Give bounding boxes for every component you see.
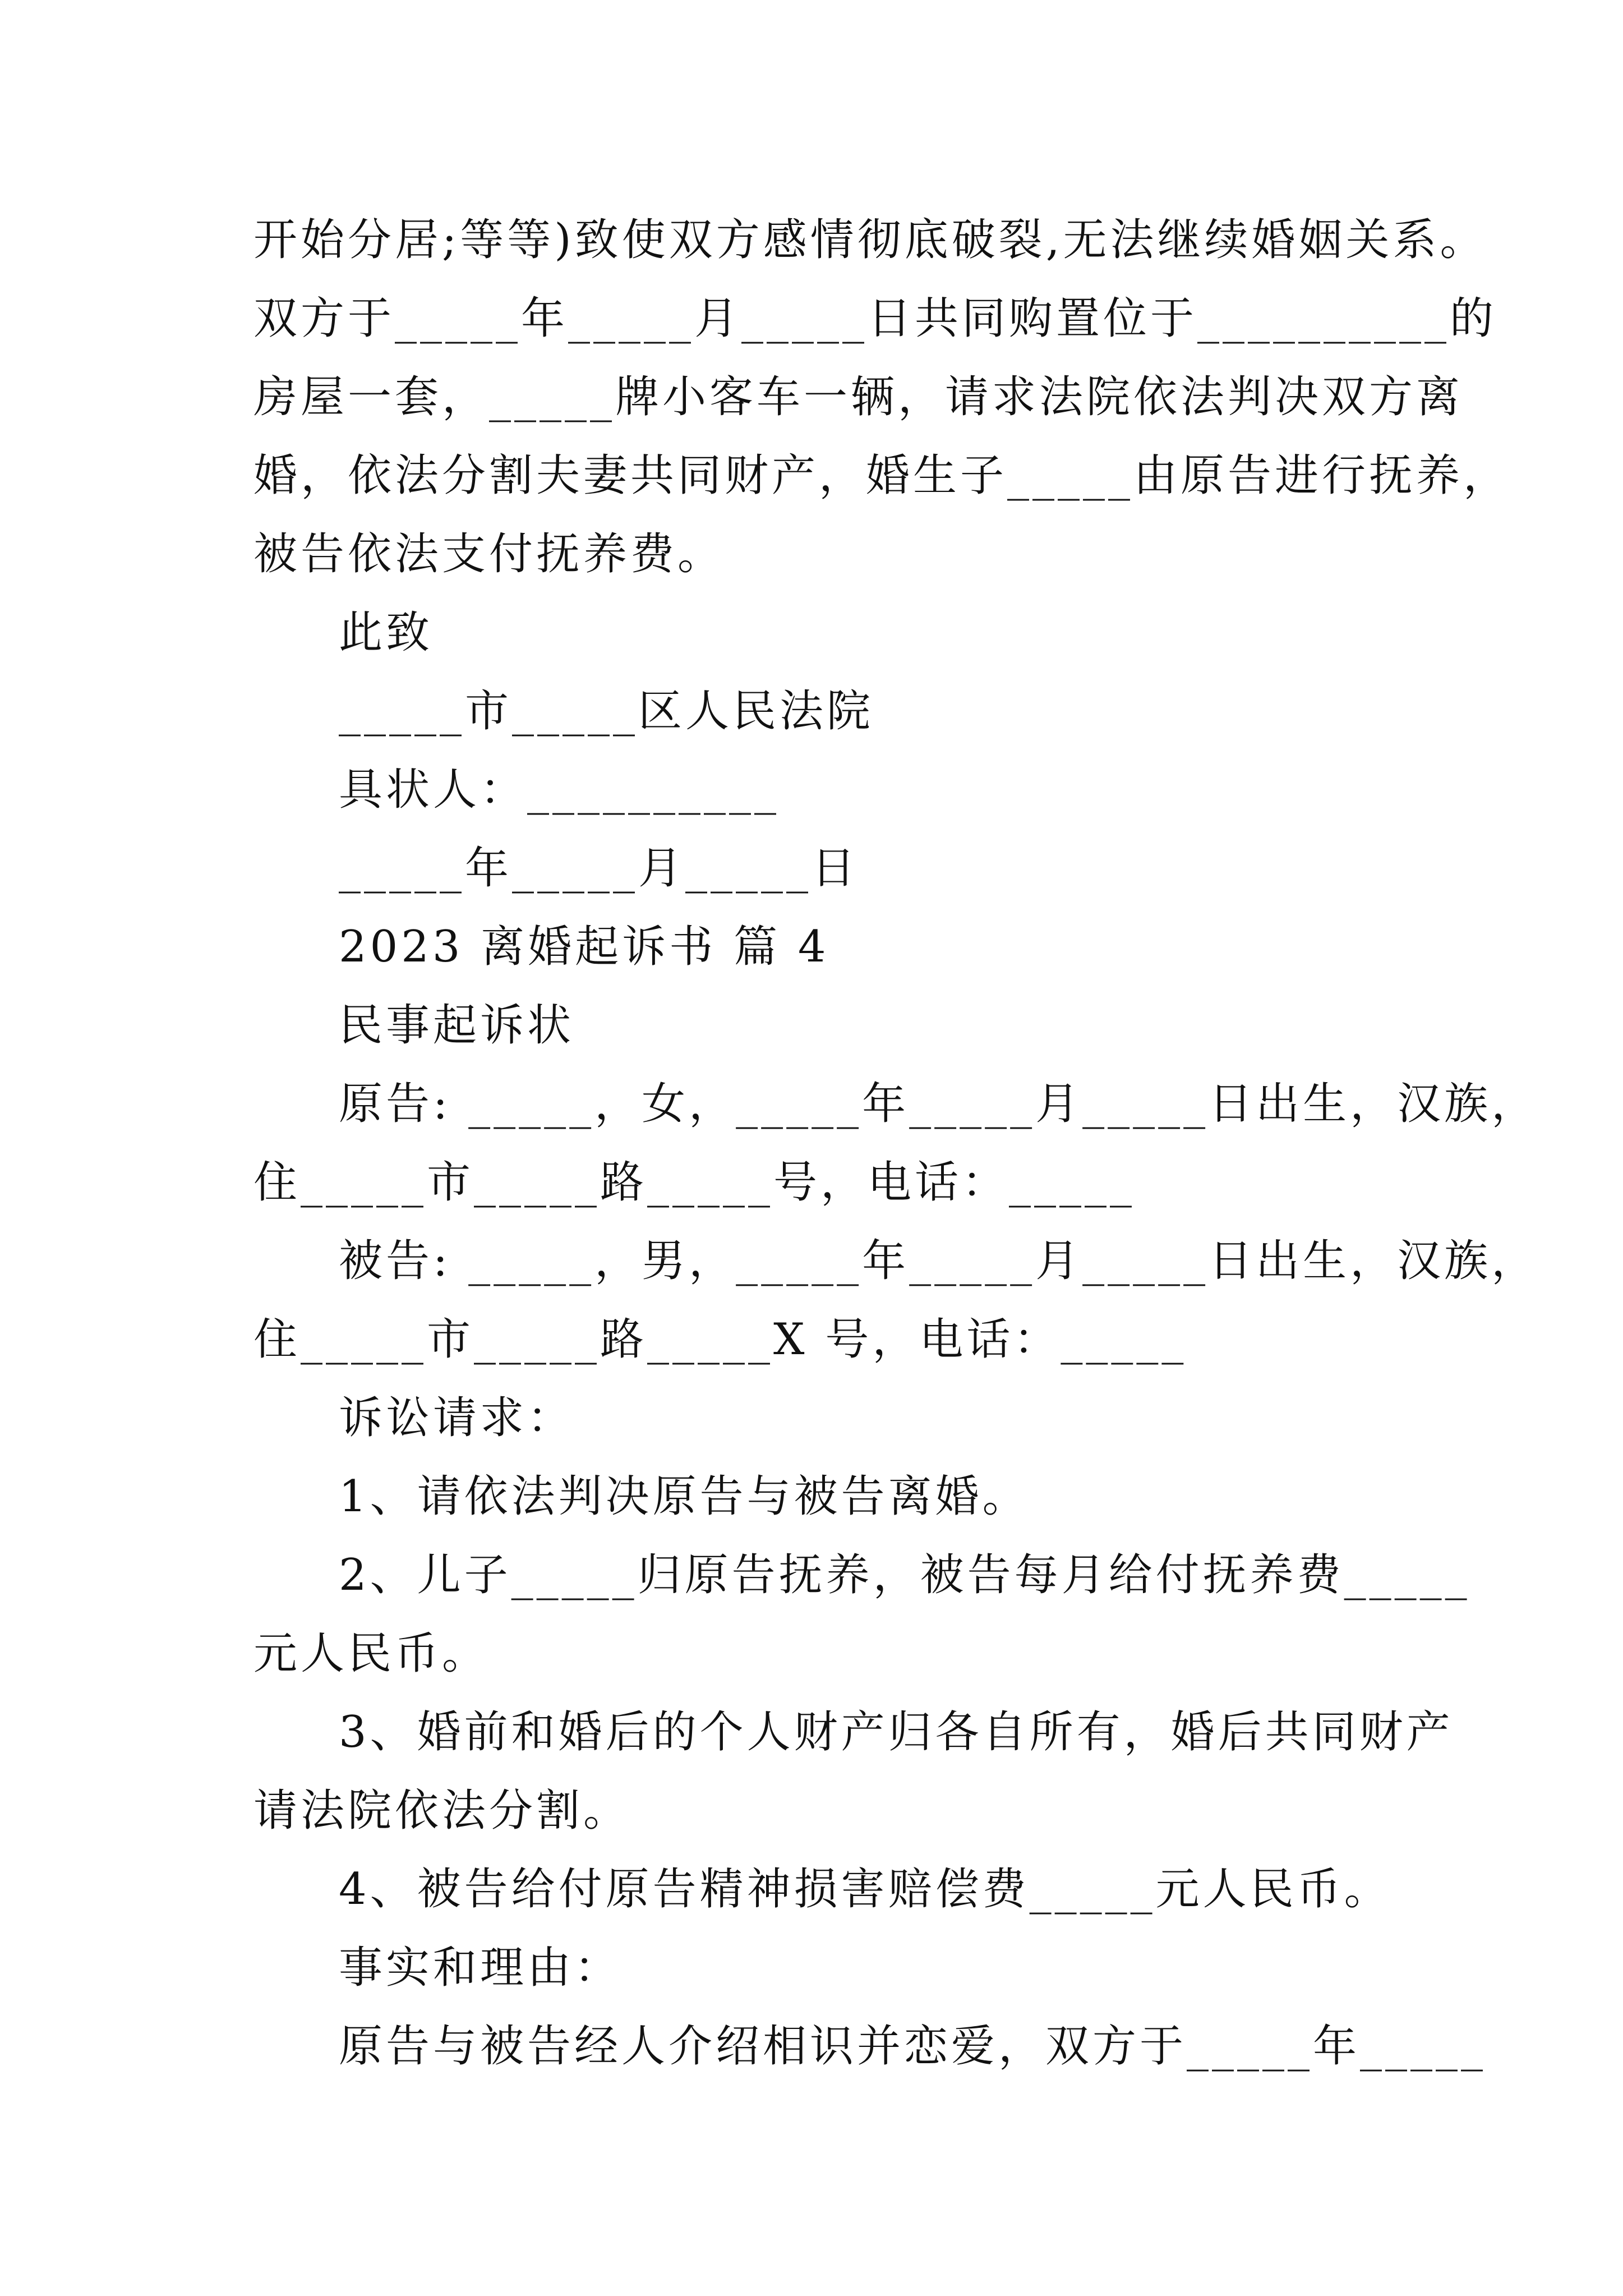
section-heading: 2023 离婚起诉书 篇 4: [339, 922, 829, 972]
claim-item: 2、儿子_____归原告抚养，被告每月给付抚养费_____: [339, 1550, 1470, 1600]
court-line: _____市_____区人民法院: [339, 686, 874, 737]
claim-item: 1、请依法判决原告与被告离婚。: [339, 1471, 1030, 1522]
claim-item: 4、被告给付原告精神损害赔偿费_____元人民币。: [339, 1864, 1391, 1915]
claims-heading: 诉讼请求：: [339, 1393, 575, 1443]
text-line: 原告与被告经人介绍相识并恋爱，双方于_____年_____: [339, 2021, 1487, 2072]
claim-item: 3、婚前和婚后的个人财产归各自所有，婚后共同财产: [339, 1707, 1454, 1757]
defendant-line: 被告: _____，男，_____年_____月_____日出生，汉族，: [339, 1236, 1539, 1286]
text-line: 请法院依法分割。: [253, 1786, 631, 1836]
salutation: 此致: [339, 608, 434, 658]
text-line: 房屋一套，_____牌小客车一辆，请求法院依法判决双方离: [253, 372, 1464, 422]
text-line: 开始分居;等等)致使双方感情彻底破裂,无法继续婚姻关系。: [253, 215, 1487, 265]
signature-line: 具状人：__________: [339, 765, 780, 815]
defendant-address: 住_____市_____路_____X 号，电话：_____: [253, 1314, 1187, 1365]
text-line: 双方于_____年_____月_____日共同购置位于__________的: [253, 293, 1497, 344]
text-line: 被告依法支付抚养费。: [253, 529, 725, 579]
text-line: 婚，依法分割夫妻共同财产，婚生子_____由原告进行抚养，: [253, 450, 1511, 501]
plaintiff-line: 原告: _____，女，_____年_____月_____日出生，汉族，: [339, 1079, 1539, 1129]
text-line: 元人民币。: [253, 1628, 490, 1679]
facts-heading: 事实和理由：: [339, 1943, 622, 1993]
plaintiff-address: 住_____市_____路_____号，电话：_____: [253, 1157, 1136, 1208]
date-line: _____年_____月_____日: [339, 843, 859, 894]
document-title: 民事起诉状: [339, 1000, 575, 1051]
